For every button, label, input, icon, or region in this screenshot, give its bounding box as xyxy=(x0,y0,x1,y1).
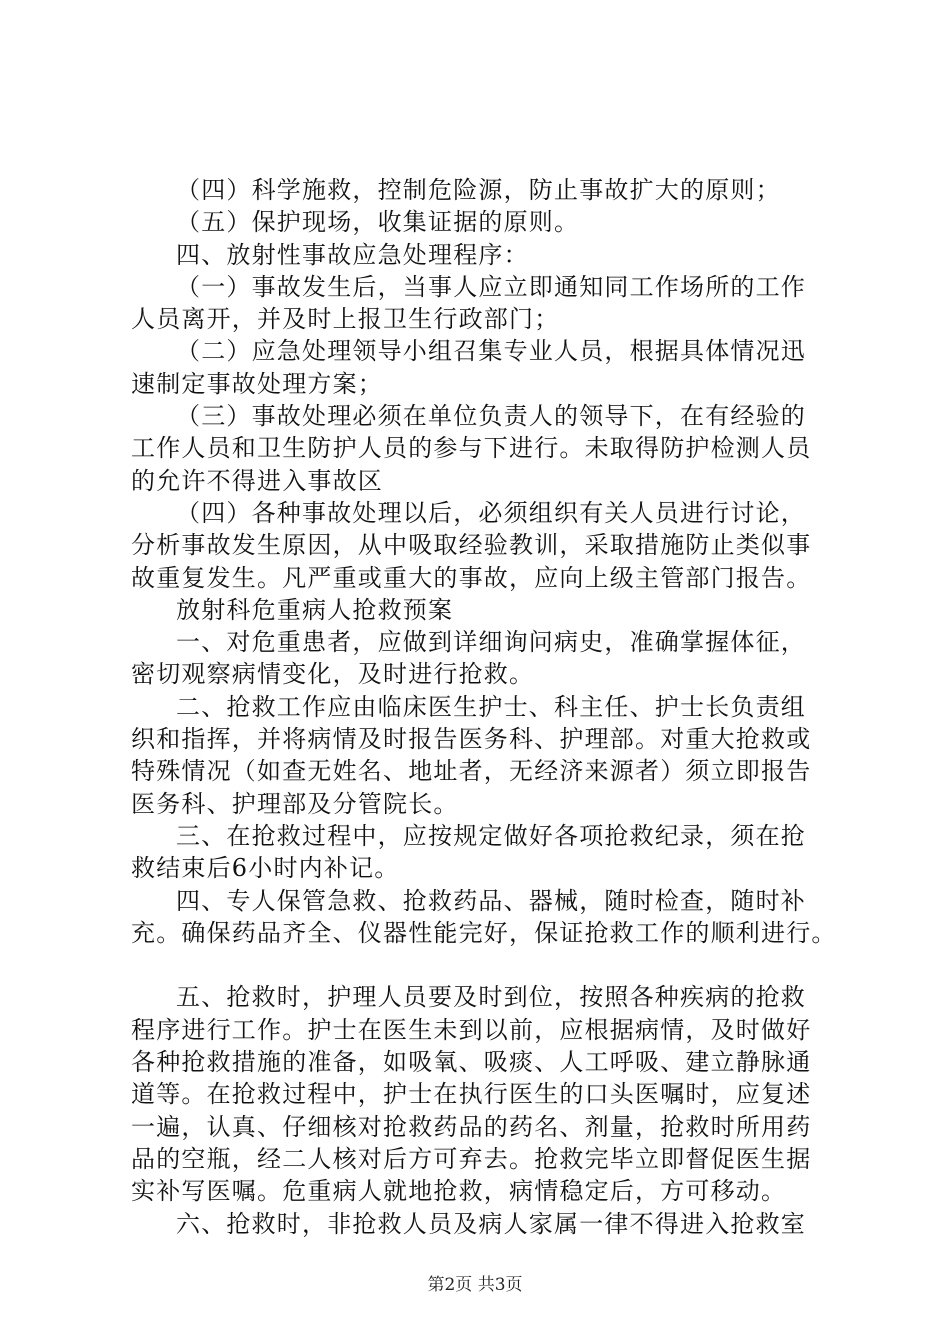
page-number: 第2页 共3页 xyxy=(427,1275,523,1295)
paragraph-line: 特殊情况（如查无姓名、地址者，无经济来源者）须立即报告 xyxy=(131,757,812,786)
paragraph-line: 充。确保药品齐全、仪器性能完好，保证抢救工作的顺利进行。 xyxy=(131,918,837,947)
paragraph-line: 一、对危重患者，应做到详细询问病史，准确掌握体征， xyxy=(176,628,806,657)
paragraph-line: 救结束后6小时内补记。 xyxy=(131,854,400,883)
paragraph-line: （四）各种事故处理以后，必须组织有关人员进行讨论， xyxy=(176,498,806,527)
paragraph-line: 分析事故发生原因，从中吸取经验教训，采取措施防止类似事 xyxy=(131,531,812,560)
document-body xyxy=(131,174,837,1240)
section-title: 放射科危重病人抢救预案 xyxy=(176,595,454,624)
paragraph-line: 程序进行工作。护士在医生未到以前，应根据病情，及时做好 xyxy=(131,1015,812,1044)
paragraph-line: 的允许不得进入事故区 xyxy=(131,466,383,495)
paragraph-line: 一遍，认真、仔细核对抢救药品的药名、剂量，抢救时所用药 xyxy=(131,1112,812,1141)
paragraph-line: 人员离开，并及时上报卫生行政部门； xyxy=(131,305,560,334)
paragraph-line: 密切观察病情变化，及时进行抢救。 xyxy=(131,660,535,689)
paragraph-line: 道等。在抢救过程中，护士在执行医生的口头医嘱时，应复述 xyxy=(131,1080,812,1109)
paragraph-line: 织和指挥，并将病情及时报告医务科、护理部。对重大抢救或 xyxy=(131,725,812,754)
paragraph-line: （一）事故发生后，当事人应立即通知同工作场所的工作 xyxy=(176,272,806,301)
paragraph-line: 实补写医嘱。危重病人就地抢救，病情稳定后，方可移动。 xyxy=(131,1177,787,1206)
section-heading: 四、放射性事故应急处理程序： xyxy=(176,240,529,269)
paragraph-line: （三）事故处理必须在单位负责人的领导下，在有经验的 xyxy=(176,402,806,431)
paragraph-line: 各种抢救措施的准备，如吸氧、吸痰、人工呼吸、建立静脉通 xyxy=(131,1048,812,1077)
paragraph-line: 三、在抢救过程中，应按规定做好各项抢救纪录，须在抢 xyxy=(176,821,806,850)
paragraph-line: 速制定事故处理方案； xyxy=(131,369,383,398)
paragraph-line: （五）保护现场，收集证据的原则。 xyxy=(176,208,580,237)
paragraph-line: 医务科、护理部及分管院长。 xyxy=(131,789,459,818)
paragraph-line: 二、抢救工作应由临床医生护士、科主任、护士长负责组 xyxy=(176,692,806,721)
paragraph-line: （四）科学施救，控制危险源，防止事故扩大的原则； xyxy=(176,176,781,204)
paragraph-line: 六、抢救时，非抢救人员及病人家属一律不得进入抢救室 xyxy=(176,1209,806,1238)
paragraph-line: 五、抢救时，护理人员要及时到位，按照各种疾病的抢救 xyxy=(176,983,806,1012)
paragraph-line: 工作人员和卫生防护人员的参与下进行。未取得防护检测人员 xyxy=(131,434,812,463)
blank-line xyxy=(131,949,833,981)
paragraph-line: 四、专人保管急救、抢救药品、器械，随时检查，随时补 xyxy=(176,886,806,915)
paragraph-line: 故重复发生。凡严重或重大的事故，应向上级主管部门报告。 xyxy=(131,563,812,592)
paragraph-line: 品的空瓶，经二人核对后方可弃去。抢救完毕立即督促医生据 xyxy=(131,1144,812,1173)
paragraph-line: （二）应急处理领导小组召集专业人员，根据具体情况迅 xyxy=(176,337,806,366)
